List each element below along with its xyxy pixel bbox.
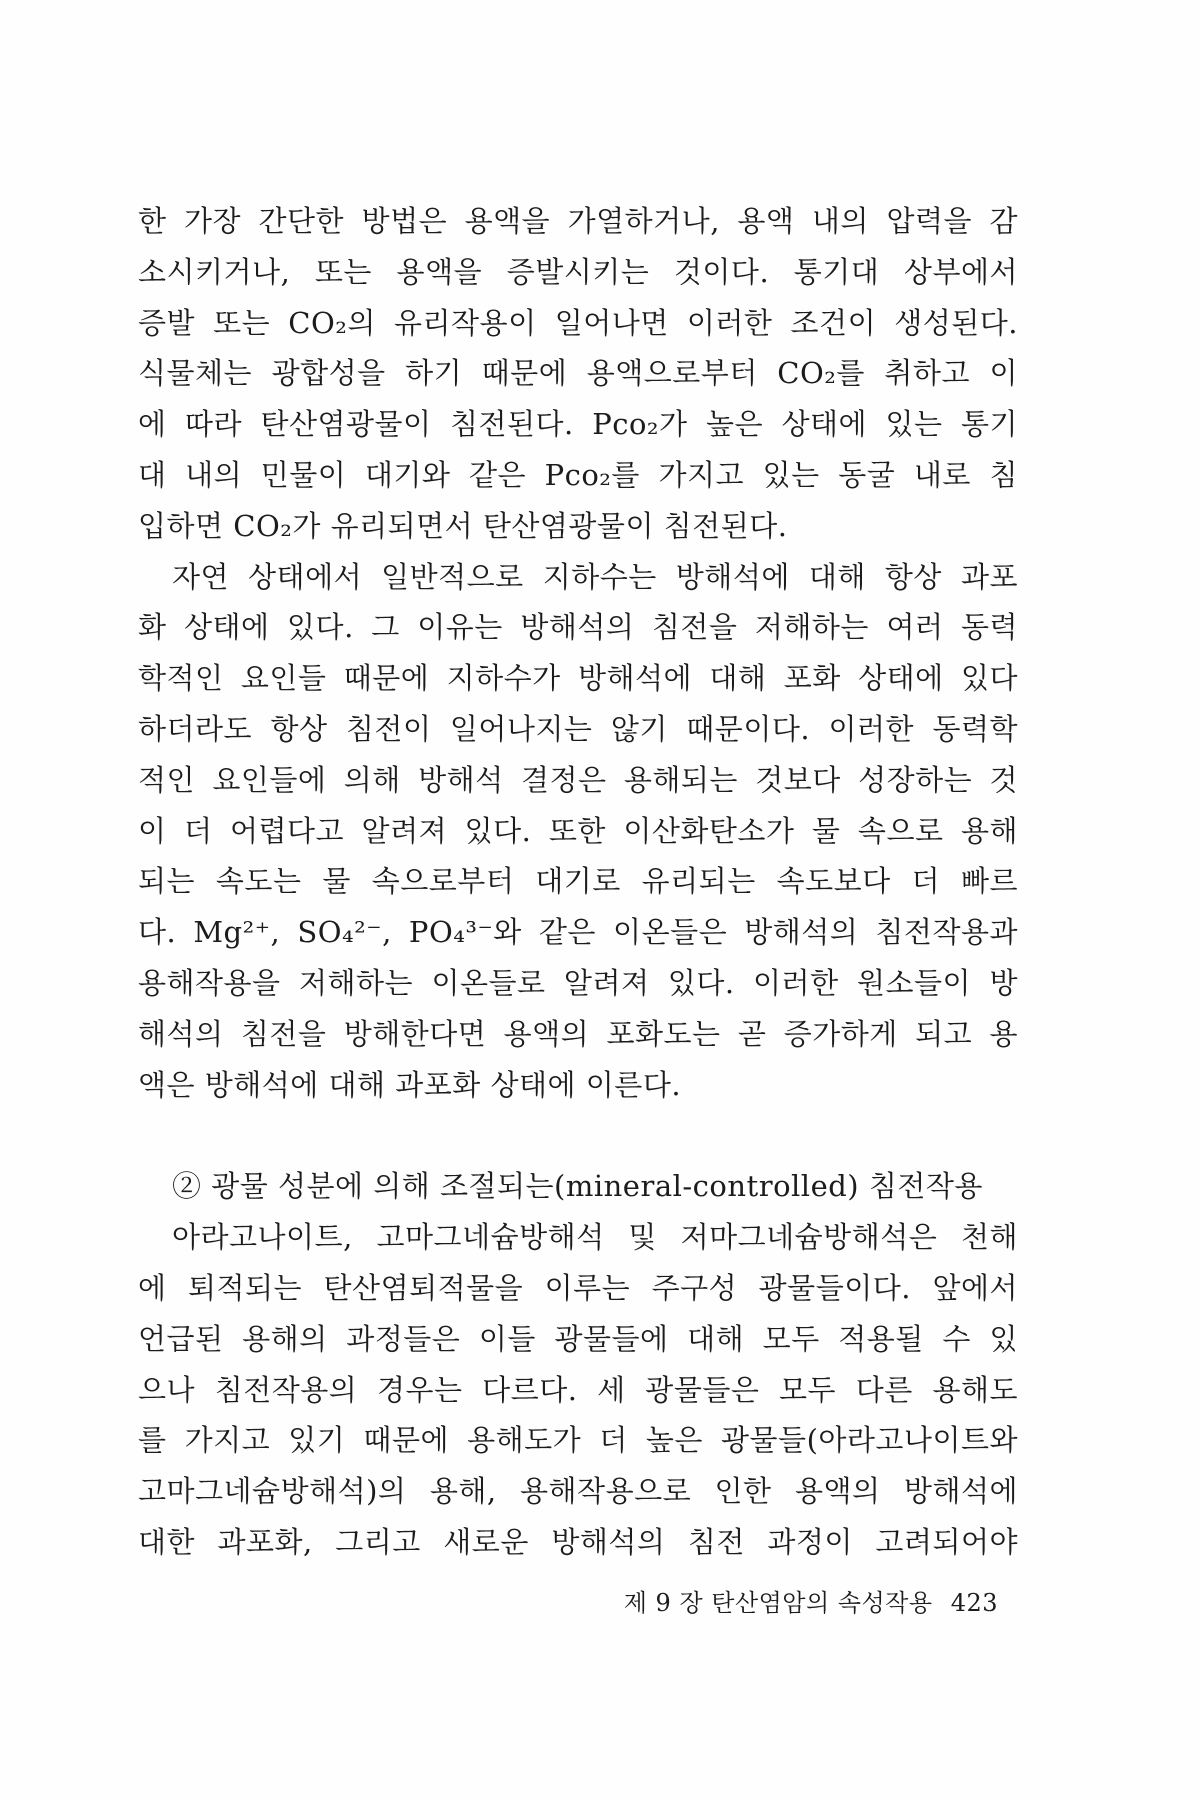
text-line: 증발 또는 CO₂의 유리작용이 일어나면 이러한 조건이 생성된다. [138,305,1018,340]
page-body [138,196,1018,1568]
text-line: 용해작용을 저해하는 이온들로 알려져 있다. 이러한 원소들이 방 [138,965,1018,1000]
paragraph-supersaturation [138,552,1018,1111]
text-line: 액은 방해석에 대해 과포화 상태에 이른다. [138,1067,682,1102]
text-line: 으나 침전작용의 경우는 다르다. 세 광물들은 모두 다른 용해도 [138,1372,1018,1407]
text-line: 고마그네슘방해석)의 용해, 용해작용으로 인한 용액의 방해석에 [138,1474,1018,1509]
chapter-title: 제 9 장 탄산염암의 속성작용 [623,1589,933,1617]
text-line: 대한 과포화, 그리고 새로운 방해석의 침전 과정이 고려되어야 [138,1524,1018,1559]
text-line: 언급된 용해의 과정들은 이들 광물들에 대해 모두 적용될 수 있 [138,1321,1018,1356]
text-line: 하더라도 항상 침전이 일어나지는 않기 때문이다. 이러한 동력학 [138,711,1018,746]
text-line: 해석의 침전을 방해한다면 용액의 포화도는 곧 증가하게 되고 용 [138,1016,1018,1051]
text-line: 아라고나이트, 고마그네슘방해석 및 저마그네슘방해석은 천해 [172,1220,1018,1255]
text-line: 한 가장 간단한 방법은 용액을 가열하거나, 용액 내의 압력을 감 [138,204,1018,238]
text-line: 다. Mg²⁺, SO₄²⁻, PO₄³⁻와 같은 이온들은 방해석의 침전작용과 [138,915,1018,950]
text-line: 에 퇴적되는 탄산염퇴적물을 이루는 주구성 광물들이다. 앞에서 [138,1270,1018,1305]
text-line: 학적인 요인들 때문에 지하수가 방해석에 대해 포화 상태에 있다 [138,661,1018,696]
text-line: 이 더 어렵다고 알려져 있다. 또한 이산화탄소가 물 속으로 용해 [138,813,1018,848]
section-gap [138,1110,1018,1161]
page-number: 423 [950,1589,998,1617]
text-line: 화 상태에 있다. 그 이유는 방해석의 침전을 저해하는 여러 동력 [138,610,1018,645]
text-line: 에 따라 탄산염광물이 침전된다. Pco₂가 높은 상태에 있는 통기 [138,407,1018,442]
section-heading: ② 광물 성분에 의해 조절되는(mineral-controlled) 침전작용 [172,1169,983,1204]
text-line: 적인 요인들에 의해 방해석 결정은 용해되는 것보다 성장하는 것 [138,762,1018,797]
paragraph-mineral-controlled [138,1212,1018,1568]
text-line: 입하면 CO₂가 유리되면서 탄산염광물이 침전된다. [138,508,788,543]
text-line: 자연 상태에서 일반적으로 지하수는 방해석에 대해 항상 과포 [172,559,1018,594]
running-footer [614,1583,998,1618]
text-line: 를 가지고 있기 때문에 용해도가 더 높은 광물들(아라고나이트와 [138,1423,1018,1458]
text-line: 식물체는 광합성을 하기 때문에 용액으로부터 CO₂를 취하고 이 [138,356,1018,391]
text-line: 대 내의 민물이 대기와 같은 Pco₂를 가지고 있는 동굴 내로 침 [138,457,1018,492]
text-line: 되는 속도는 물 속으로부터 대기로 유리되는 속도보다 더 빠르 [138,864,1018,899]
text-line: 소시키거나, 또는 용액을 증발시키는 것이다. 통기대 상부에서 [138,254,1018,289]
paragraph-continuation [138,196,1018,552]
